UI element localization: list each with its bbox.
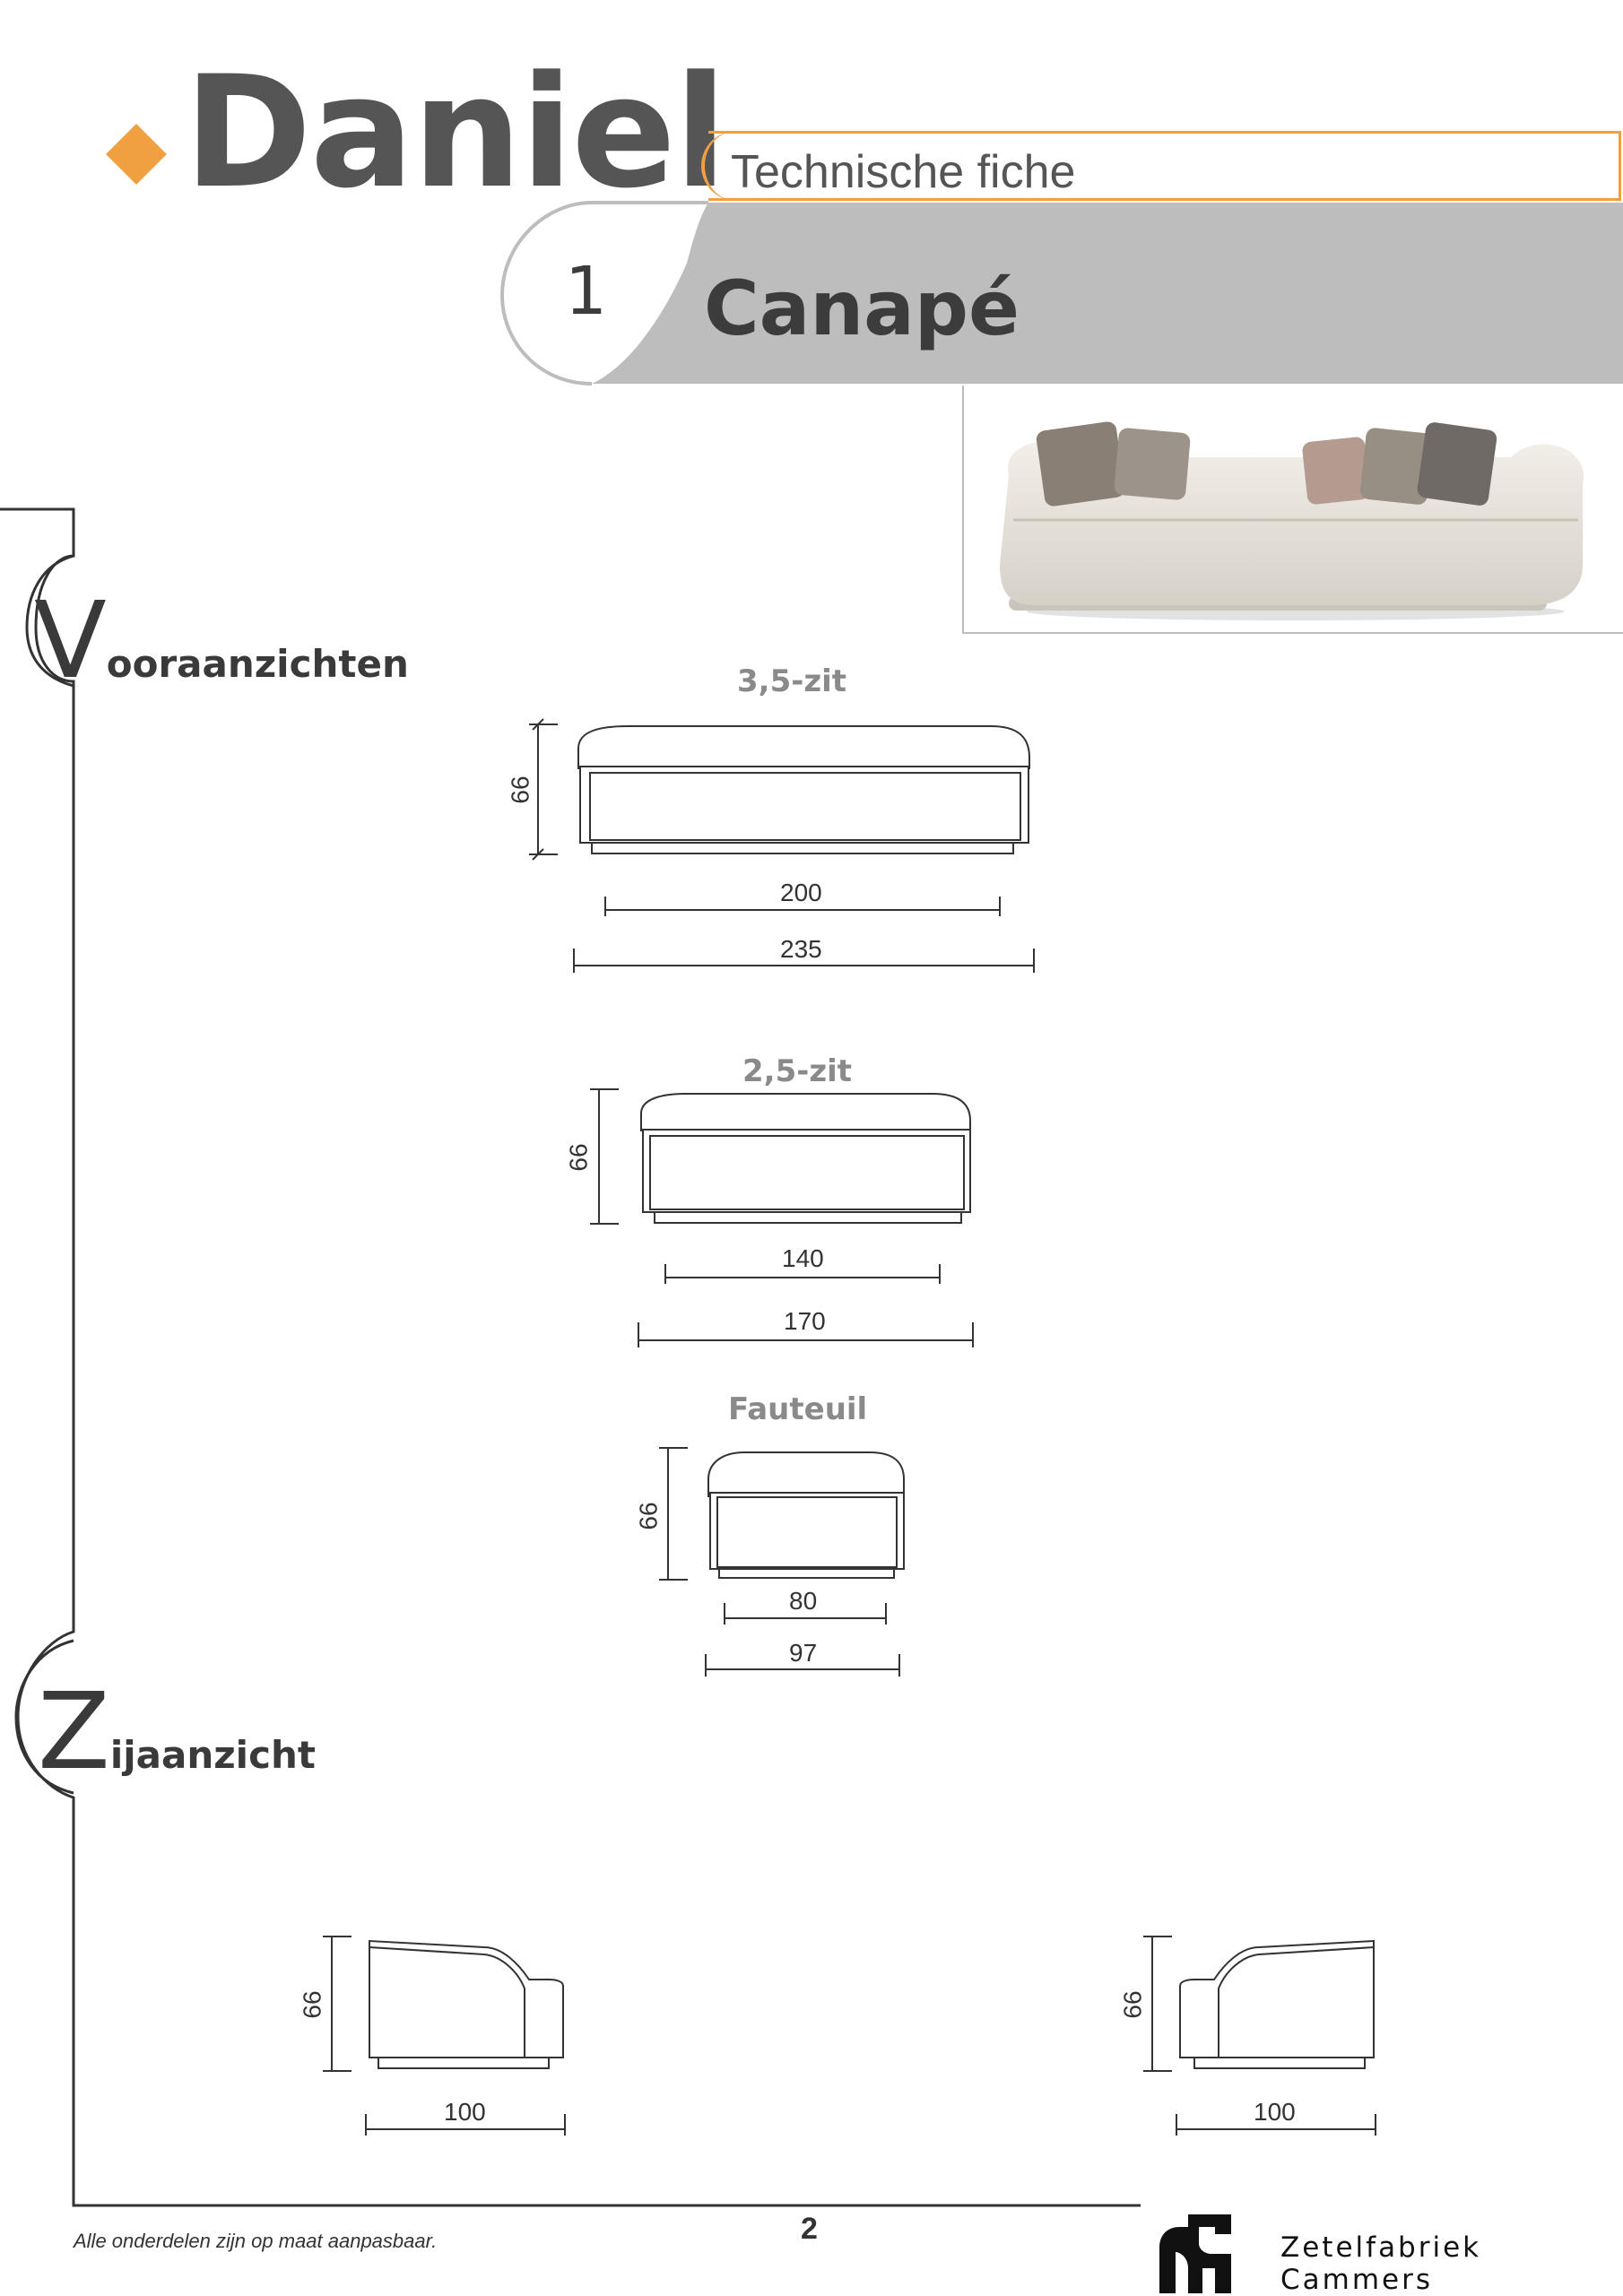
footer-note: Alle onderdelen zijn op maat aanpasbaar. xyxy=(74,2230,438,2252)
product-name-title: Daniel xyxy=(184,42,725,222)
sofa-2-5-height-line xyxy=(590,1089,619,1224)
dim-height-side-right: 66 xyxy=(1118,1990,1147,2019)
side-view-left-drawing xyxy=(369,1941,563,2068)
document-subtitle: Technische fiche xyxy=(731,146,1076,198)
dim-height-fauteuil: 66 xyxy=(634,1502,663,1530)
variant-label-3-5: 3,5-zit xyxy=(737,663,847,699)
page-number: 2 xyxy=(801,2212,818,2246)
company-name: Zetelfabriek Cammers xyxy=(1280,2231,1482,2296)
side-view-right-height-line xyxy=(1143,1936,1172,2071)
variant-label-fauteuil: Fauteuil xyxy=(728,1391,868,1427)
front-heading-rest: ooraanzichten xyxy=(106,642,409,686)
sofa-3-5-front-drawing xyxy=(578,726,1029,853)
side-view-right-drawing xyxy=(1180,1941,1374,2068)
section-number: 1 xyxy=(565,253,608,330)
side-heading-rest: ijaanzicht xyxy=(109,1733,316,1777)
dim-inner-width-2-5: 140 xyxy=(782,1244,824,1272)
dim-height-2-5: 66 xyxy=(564,1143,593,1172)
dim-height-3-5: 66 xyxy=(506,775,534,804)
armchair-front-drawing xyxy=(708,1452,904,1578)
dim-outer-width-fauteuil: 97 xyxy=(789,1639,818,1667)
armchair-height-line xyxy=(659,1448,688,1580)
dim-depth-side-right: 100 xyxy=(1254,2098,1296,2126)
dim-inner-width-fauteuil: 80 xyxy=(789,1587,818,1615)
dim-outer-width-3-5: 235 xyxy=(780,935,822,963)
variant-label-2-5: 2,5-zit xyxy=(742,1053,853,1089)
dim-depth-side-left: 100 xyxy=(444,2098,486,2126)
dim-outer-width-2-5: 170 xyxy=(784,1307,826,1335)
dim-inner-width-3-5: 200 xyxy=(780,879,822,906)
side-heading-initial: Z xyxy=(38,1669,110,1793)
front-heading-initial: V xyxy=(34,578,107,702)
cammers-logo-icon xyxy=(1152,2207,1242,2295)
side-view-left-height-line xyxy=(323,1936,352,2071)
section-title: Canapé xyxy=(704,264,1020,352)
sofa-2-5-front-drawing xyxy=(641,1094,970,1223)
dim-height-side-left: 66 xyxy=(298,1990,326,2019)
